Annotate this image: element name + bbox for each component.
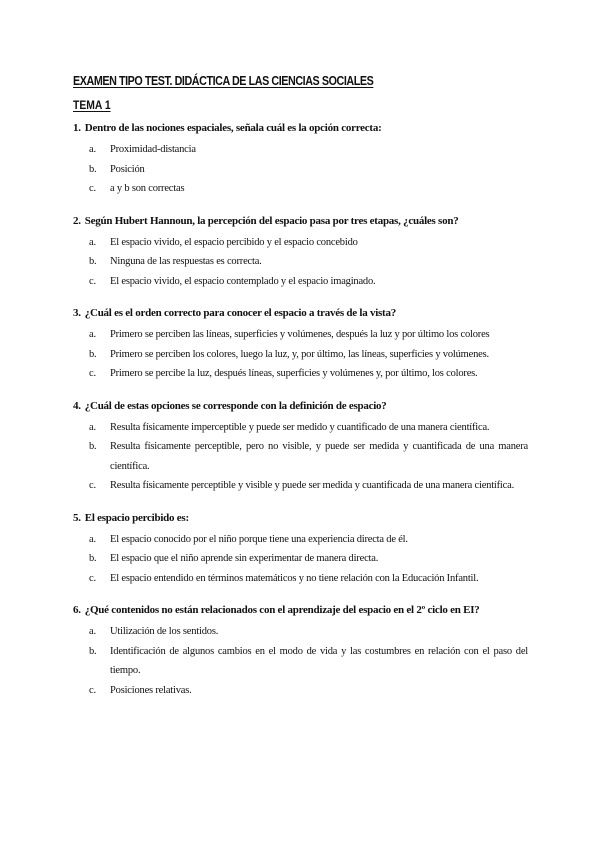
question-list: [73, 121, 528, 715]
option-b: [73, 345, 528, 365]
option-letter: c.: [89, 275, 96, 287]
option-letter: b.: [89, 163, 97, 175]
option-letter: b.: [89, 256, 97, 267]
option-b: [73, 549, 528, 569]
option-text: El espacio vivido, el espacio percibido y el espacio concebido: [110, 236, 358, 248]
option-text: Primero se perciben los colores, luego la luz, y, por último, las líneas, superficies y volúmenes.: [110, 348, 489, 360]
question-text: ¿Cuál de estas opciones se corresponde con la definición de espacio?: [84, 399, 387, 412]
option-c: [73, 569, 528, 589]
option-text: El espacio entendido en términos matemáticos y no tiene relación con la Educación Infantil.: [110, 572, 479, 584]
question-number: 6.: [73, 604, 81, 616]
option-list: [73, 140, 528, 199]
question-heading: [73, 306, 528, 320]
option-letter: c.: [89, 684, 96, 696]
question-4: [73, 399, 528, 496]
question-6: [73, 603, 528, 700]
option-letter: b.: [89, 645, 97, 657]
option-letter: a.: [89, 626, 96, 637]
option-list: [73, 233, 528, 292]
option-b: [73, 252, 528, 272]
option-text: Primero se perciben las líneas, superficies y volúmenes, después la luz y por último los colores: [110, 329, 490, 340]
question-text: El espacio percibido es:: [84, 511, 189, 524]
option-letter: c.: [89, 480, 96, 491]
question-number: 3.: [73, 307, 81, 319]
question-number: 2.: [73, 214, 81, 227]
option-a: [73, 622, 528, 642]
option-text: Utilización de los sentidos.: [110, 626, 219, 637]
option-text: Resulta físicamente perceptible y visible y puede ser medida y cuantificada de una manera científica.: [110, 480, 514, 491]
option-list: [73, 325, 528, 384]
option-letter: b.: [89, 441, 97, 452]
option-text: Identificación de algunos cambios en el modo de vida y las costumbres en relación con el paso del tiempo.: [110, 645, 528, 676]
option-letter: b.: [89, 348, 97, 360]
option-a: [73, 530, 528, 550]
option-c: [73, 364, 528, 384]
option-a: [73, 233, 528, 253]
option-text: Ninguna de las respuestas es correcta.: [110, 256, 262, 267]
option-c: [73, 179, 528, 199]
option-c: [73, 272, 528, 292]
question-number: 5.: [73, 511, 81, 524]
question-5: [73, 511, 528, 589]
question-heading: [73, 214, 528, 228]
document-title: EXAMEN TIPO TEST. DIDÁCTICA DE LAS CIENCIAS SOCIALES: [73, 74, 374, 88]
question-2: [73, 214, 528, 292]
option-list: [73, 418, 528, 496]
option-a: [73, 325, 528, 345]
question-text: ¿Qué contenidos no están relacionados con el aprendizaje del espacio en el 2º ciclo en EI?: [84, 604, 480, 616]
section-title: TEMA 1: [73, 100, 111, 112]
option-letter: a.: [89, 533, 96, 545]
option-letter: c.: [89, 368, 96, 379]
option-text: El espacio que el niño aprende sin experimentar de manera directa.: [110, 553, 379, 564]
question-text: ¿Cuál es el orden correcto para conocer el espacio a través de la vista?: [84, 307, 396, 319]
option-b: [73, 437, 528, 476]
question-number: 1.: [73, 122, 81, 134]
option-a: [73, 140, 528, 160]
question-text: Según Hubert Hannoun, la percepción del espacio pasa por tres etapas, ¿cuáles son?: [84, 214, 459, 227]
option-list: [73, 530, 528, 589]
option-letter: a.: [89, 329, 96, 340]
option-letter: c.: [89, 572, 96, 584]
question-1: [73, 121, 528, 199]
option-b: [73, 160, 528, 180]
question-heading: [73, 603, 528, 617]
option-text: El espacio vivido, el espacio contemplado y el espacio imaginado.: [110, 275, 376, 287]
option-list: [73, 622, 528, 700]
question-number: 4.: [73, 399, 81, 412]
option-letter: a.: [89, 421, 96, 433]
option-text: El espacio conocido por el niño porque tiene una experiencia directa de él.: [110, 533, 408, 545]
option-letter: a.: [89, 144, 96, 155]
option-letter: a.: [89, 236, 96, 248]
option-text: Primero se percibe la luz, después líneas, superficies y volúmenes y, por último, los colores.: [110, 368, 478, 379]
option-letter: c.: [89, 183, 96, 194]
option-c: [73, 681, 528, 701]
option-text: Posiciones relativas.: [110, 684, 192, 696]
question-heading: [73, 399, 528, 413]
option-text: a y b son correctas: [110, 183, 185, 194]
question-heading: [73, 121, 528, 135]
option-b: [73, 642, 528, 681]
question-text: Dentro de las nociones espaciales, señala cuál es la opción correcta:: [84, 122, 382, 134]
option-text: Proximidad-distancia: [110, 144, 196, 155]
option-text: Posición: [110, 163, 145, 175]
option-c: [73, 476, 528, 496]
question-3: [73, 306, 528, 384]
option-letter: b.: [89, 553, 97, 564]
option-a: [73, 418, 528, 438]
option-text: Resulta físicamente perceptible, pero no visible, y puede ser medida y cuantificada de una manera científica.: [110, 441, 528, 472]
question-heading: [73, 511, 528, 525]
option-text: Resulta físicamente imperceptible y puede ser medido y cuantificado de una manera científica.: [110, 421, 490, 433]
